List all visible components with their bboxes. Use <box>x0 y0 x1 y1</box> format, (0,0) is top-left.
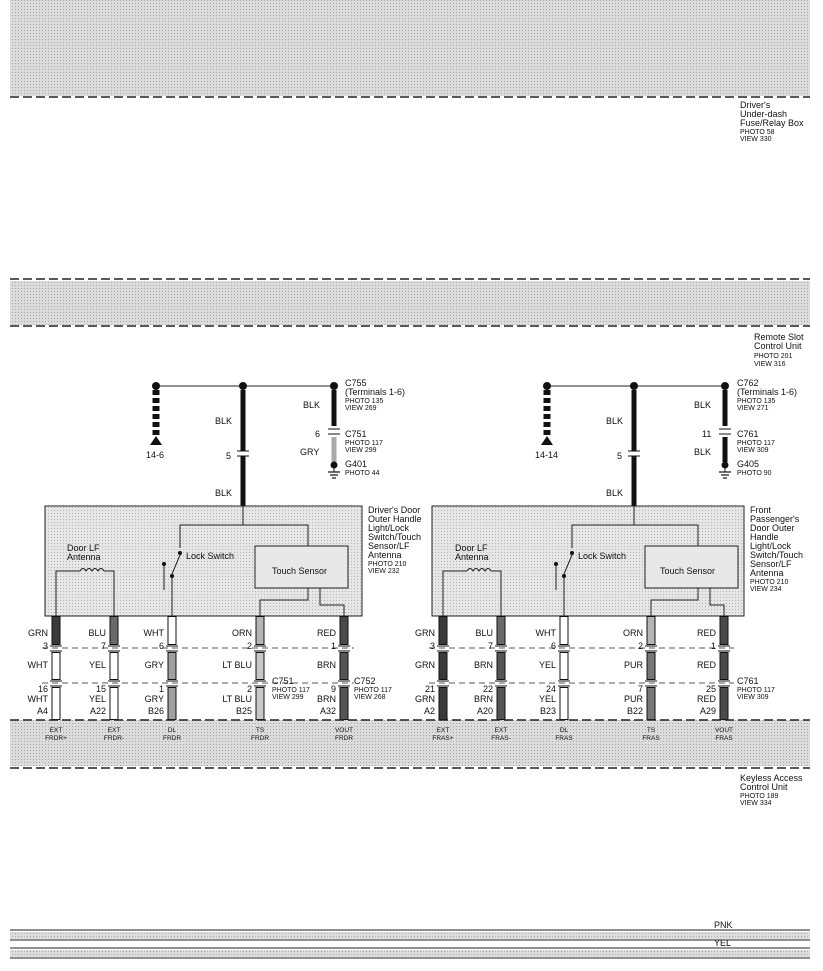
ref-arrow-icon <box>541 436 553 445</box>
c762-label: C762 (Terminals 1-6) PHOTO 135 VIEW 271 <box>737 378 798 412</box>
signal-name: EXT <box>436 727 450 734</box>
passenger-handle-label: Front Passenger's Door Outer Handle Light/Lock Switch/Touch Sensor/LF Antenna PHOTO 210 VIEW 234 <box>750 505 804 593</box>
signal-name: FRDR <box>250 735 270 742</box>
signal-name: FRDR <box>334 735 354 742</box>
pin-number: 3 <box>42 641 48 651</box>
blk-label-lower: BLK <box>606 488 624 498</box>
wire-color-label: WHT <box>27 694 48 704</box>
blk-label-right: BLK <box>694 400 712 410</box>
keyless-label: Keyless Access Control Unit PHOTO 189 VIEW 334 <box>740 773 803 807</box>
pin-number: 7 <box>100 641 106 651</box>
blk-label-lower: BLK <box>215 488 233 498</box>
terminal-label: A4 <box>36 706 48 716</box>
wire-color-label: PUR <box>623 660 643 670</box>
ref-label: 14-14 <box>535 450 559 460</box>
signal-name: EXT <box>494 727 508 734</box>
terminal-label: A22 <box>89 706 106 716</box>
signal-name: VOUT <box>714 727 734 734</box>
pin-number: 1 <box>158 684 164 694</box>
wire-color-label: YEL <box>88 694 106 704</box>
wire-color-label: GRY <box>144 660 164 670</box>
c751-top-label: C751 PHOTO 117 VIEW 299 <box>345 429 383 454</box>
signal-name: DL <box>167 727 177 734</box>
signal-name: FRDR- <box>103 735 125 742</box>
pin-label: 5 <box>617 451 623 461</box>
pin-number: 22 <box>482 684 493 694</box>
touch-sensor-label: Touch Sensor <box>660 566 716 576</box>
terminal-label: A32 <box>319 706 336 716</box>
pin-number: 6 <box>550 641 556 651</box>
pin-number: 15 <box>95 684 106 694</box>
left-harness-wires <box>28 616 355 720</box>
pin-number: 2 <box>246 684 252 694</box>
terminal-label: B23 <box>539 706 556 716</box>
wire-color-label: BRN <box>473 660 493 670</box>
g401-label: G401 PHOTO 44 <box>345 459 380 477</box>
pin-number: 7 <box>487 641 493 651</box>
lock-switch-label: Lock Switch <box>578 551 627 561</box>
pin-number: 9 <box>330 684 336 694</box>
fuse-relay-box <box>10 0 810 143</box>
wire-color-label: LT BLU <box>222 660 252 670</box>
wire-color-label: GRN <box>415 660 435 670</box>
wire-color-label: LT BLU <box>222 694 252 704</box>
wire-color-label: RED <box>316 628 336 638</box>
signal-name: FRDR+ <box>45 735 67 742</box>
signal-name: TS <box>255 727 265 734</box>
signal-name: FRDR <box>162 735 182 742</box>
terminal-label: B22 <box>626 706 643 716</box>
bottom-wires <box>10 920 810 958</box>
c752-label: C752 PHOTO 117 VIEW 268 <box>354 676 392 701</box>
wire-color-label: ORN <box>232 628 252 638</box>
signal-name: EXT <box>107 727 121 734</box>
remote-slot-control-unit <box>10 279 810 368</box>
blk-label-right: BLK <box>303 400 321 410</box>
wire-color-label: WHT <box>143 628 164 638</box>
signal-name: DL <box>559 727 569 734</box>
wire-color-label: BRN <box>473 694 493 704</box>
signal-name: VOUT <box>334 727 354 734</box>
signal-name: FRAS- <box>491 735 511 742</box>
g405-label: G405 PHOTO 90 <box>737 459 772 477</box>
terminal-label: A2 <box>423 706 435 716</box>
door-lf-antenna-label: Door LF Antenna <box>67 543 101 562</box>
signal-name: FRAS <box>555 735 573 742</box>
terminal-label: B25 <box>235 706 252 716</box>
wire-color-label: BLU <box>475 628 493 638</box>
signal-name: FRAS <box>642 735 660 742</box>
pin-number: 6 <box>158 641 164 651</box>
wire-color-label: YEL <box>538 660 556 670</box>
blk-label-upper: BLK <box>606 416 624 426</box>
remote-slot-label: Remote Slot Control Unit PHOTO 201 VIEW 316 <box>754 332 804 368</box>
mid-color-label: GRY <box>300 447 320 457</box>
pin-number: 2 <box>637 641 643 651</box>
fuse-box-label: Driver's Under-dash Fuse/Relay Box PHOTO 58 VIEW 330 <box>740 100 804 143</box>
wire-color-label: ORN <box>623 628 643 638</box>
c761-top-label: C761 PHOTO 117 VIEW 309 <box>737 429 775 454</box>
pin-label: 5 <box>226 451 232 461</box>
signal-name: EXT <box>49 727 63 734</box>
mid-color-label: BLK <box>694 447 712 457</box>
wire-color-label: BLU <box>88 628 106 638</box>
signal-name: FRAS <box>715 735 733 742</box>
terminal-label: A29 <box>699 706 716 716</box>
mid-pin-label: 11 <box>702 429 712 439</box>
keyless-access-control-unit <box>10 720 810 807</box>
terminal-label: A20 <box>476 706 493 716</box>
pin-number: 3 <box>429 641 435 651</box>
wire-color-label: RED <box>696 628 716 638</box>
c751-bottom-label: C751 PHOTO 117 VIEW 299 <box>272 676 310 701</box>
blk-label-upper: BLK <box>215 416 233 426</box>
wire-color-label: BRN <box>316 694 336 704</box>
pin-number: 1 <box>330 641 336 651</box>
wire-color-label: GRY <box>144 694 164 704</box>
mid-pin-label: 6 <box>315 429 321 439</box>
left-circuit <box>28 378 425 720</box>
pin-number: 25 <box>705 684 716 694</box>
wire-color-label: BRN <box>316 660 336 670</box>
pin-number: 21 <box>424 684 435 694</box>
wire-color-label: WHT <box>27 660 48 670</box>
driver-handle-label: Driver's Door Outer Handle Light/Lock Switch/Touch Sensor/LF Antenna PHOTO 210 VIEW 232 <box>368 505 422 575</box>
c755-label: C755 (Terminals 1-6) PHOTO 135 VIEW 269 <box>345 378 406 412</box>
right-harness-wires <box>415 616 734 720</box>
wire-color-label: GRN <box>28 628 48 638</box>
ref-label: 14-6 <box>146 450 165 460</box>
wire-color-label: YEL <box>88 660 106 670</box>
right-circuit <box>415 378 806 720</box>
pin-number: 24 <box>545 684 556 694</box>
touch-sensor-label: Touch Sensor <box>272 566 328 576</box>
lock-switch-label: Lock Switch <box>186 551 235 561</box>
c761-bottom-label: C761 PHOTO 117 VIEW 309 <box>737 676 775 701</box>
door-lf-antenna-label: Door LF Antenna <box>455 543 489 562</box>
yel-label: YEL <box>714 938 732 948</box>
signal-name: FRAS+ <box>432 735 454 742</box>
wire-color-label: YEL <box>538 694 556 704</box>
terminal-label: B26 <box>147 706 164 716</box>
pin-number: 7 <box>637 684 643 694</box>
pin-number: 1 <box>710 641 716 651</box>
wire-color-label: GRN <box>415 628 435 638</box>
wire-color-label: RED <box>696 660 716 670</box>
wire-color-label: PUR <box>623 694 643 704</box>
wire-color-label: WHT <box>535 628 556 638</box>
wire-color-label: RED <box>696 694 716 704</box>
signal-name: TS <box>646 727 656 734</box>
pnk-label: PNK <box>714 920 733 930</box>
pin-number: 16 <box>37 684 48 694</box>
pin-number: 2 <box>246 641 252 651</box>
wire-color-label: GRN <box>415 694 435 704</box>
ref-arrow-icon <box>150 436 162 445</box>
